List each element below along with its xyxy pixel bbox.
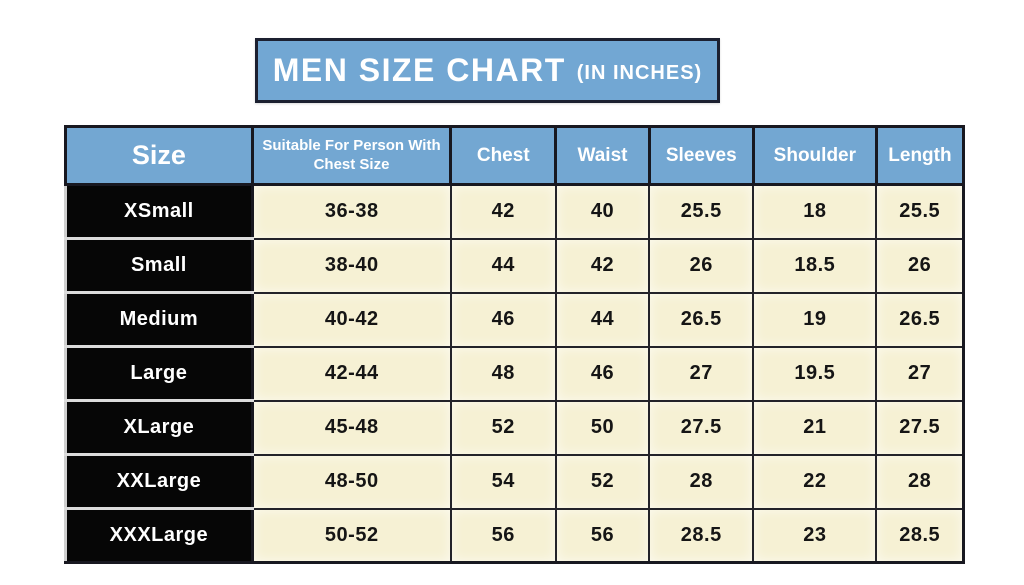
- header-row: [66, 127, 964, 185]
- table-cell: 23: [753, 509, 876, 563]
- size-row-label: XXXLarge: [66, 509, 253, 563]
- table-cell: 25.5: [649, 185, 753, 239]
- table-cell: 46: [556, 347, 649, 401]
- table-cell: 42: [556, 239, 649, 293]
- page-title: MEN SIZE CHART: [272, 52, 566, 88]
- table-cell: 38-40: [252, 239, 450, 293]
- table-cell: 56: [451, 509, 556, 563]
- size-row-label: Medium: [66, 293, 253, 347]
- table-cell: 48: [451, 347, 556, 401]
- table-cell: 22: [753, 455, 876, 509]
- title-banner: [255, 38, 720, 103]
- table-cell: 45-48: [252, 401, 450, 455]
- table-cell: 48-50: [252, 455, 450, 509]
- men-size-chart-table: [64, 125, 965, 564]
- table-cell: 21: [753, 401, 876, 455]
- page-title-units: (IN INCHES): [576, 61, 703, 84]
- table-row-medium: [66, 293, 964, 347]
- column-header-chest: Chest: [451, 127, 556, 185]
- table-cell: 19: [753, 293, 876, 347]
- size-row-label: Small: [66, 239, 253, 293]
- table-cell: 28: [649, 455, 753, 509]
- table-row-large: [66, 347, 964, 401]
- table-cell: 44: [556, 293, 649, 347]
- table-cell: 27.5: [876, 401, 963, 455]
- table-cell: 28.5: [649, 509, 753, 563]
- table-cell: 40: [556, 185, 649, 239]
- table-cell: 50: [556, 401, 649, 455]
- column-header-sleeves: Sleeves: [649, 127, 753, 185]
- column-header-size: Size: [66, 127, 253, 185]
- table-cell: 26.5: [649, 293, 753, 347]
- table-cell: 27: [649, 347, 753, 401]
- column-header-suitable-chest-size: Suitable For Person With Chest Size: [252, 127, 450, 185]
- table-cell: 18.5: [753, 239, 876, 293]
- size-row-label: Large: [66, 347, 253, 401]
- table-cell: 46: [451, 293, 556, 347]
- table-cell: 52: [451, 401, 556, 455]
- table-cell: 52: [556, 455, 649, 509]
- table-cell: 26: [649, 239, 753, 293]
- table-cell: 28.5: [876, 509, 963, 563]
- table-cell: 54: [451, 455, 556, 509]
- table-cell: 28: [876, 455, 963, 509]
- table-cell: 27: [876, 347, 963, 401]
- table-row-xxxlarge: [66, 509, 964, 563]
- table-cell: 42-44: [252, 347, 450, 401]
- column-header-length: Length: [876, 127, 963, 185]
- table-cell: 19.5: [753, 347, 876, 401]
- table-row-xxlarge: [66, 455, 964, 509]
- column-header-shoulder: Shoulder: [753, 127, 876, 185]
- size-row-label: XLarge: [66, 401, 253, 455]
- column-header-waist: Waist: [556, 127, 649, 185]
- size-row-label: XXLarge: [66, 455, 253, 509]
- table-cell: 18: [753, 185, 876, 239]
- table-cell: 42: [451, 185, 556, 239]
- table-row-small: [66, 239, 964, 293]
- table-cell: 25.5: [876, 185, 963, 239]
- table-cell: 56: [556, 509, 649, 563]
- table-cell: 27.5: [649, 401, 753, 455]
- table-cell: 40-42: [252, 293, 450, 347]
- table-cell: 36-38: [252, 185, 450, 239]
- table-cell: 44: [451, 239, 556, 293]
- size-row-label: XSmall: [66, 185, 253, 239]
- table-row-xsmall: [66, 185, 964, 239]
- table-cell: 26: [876, 239, 963, 293]
- table-row-xlarge: [66, 401, 964, 455]
- table-cell: 50-52: [252, 509, 450, 563]
- table-cell: 26.5: [876, 293, 963, 347]
